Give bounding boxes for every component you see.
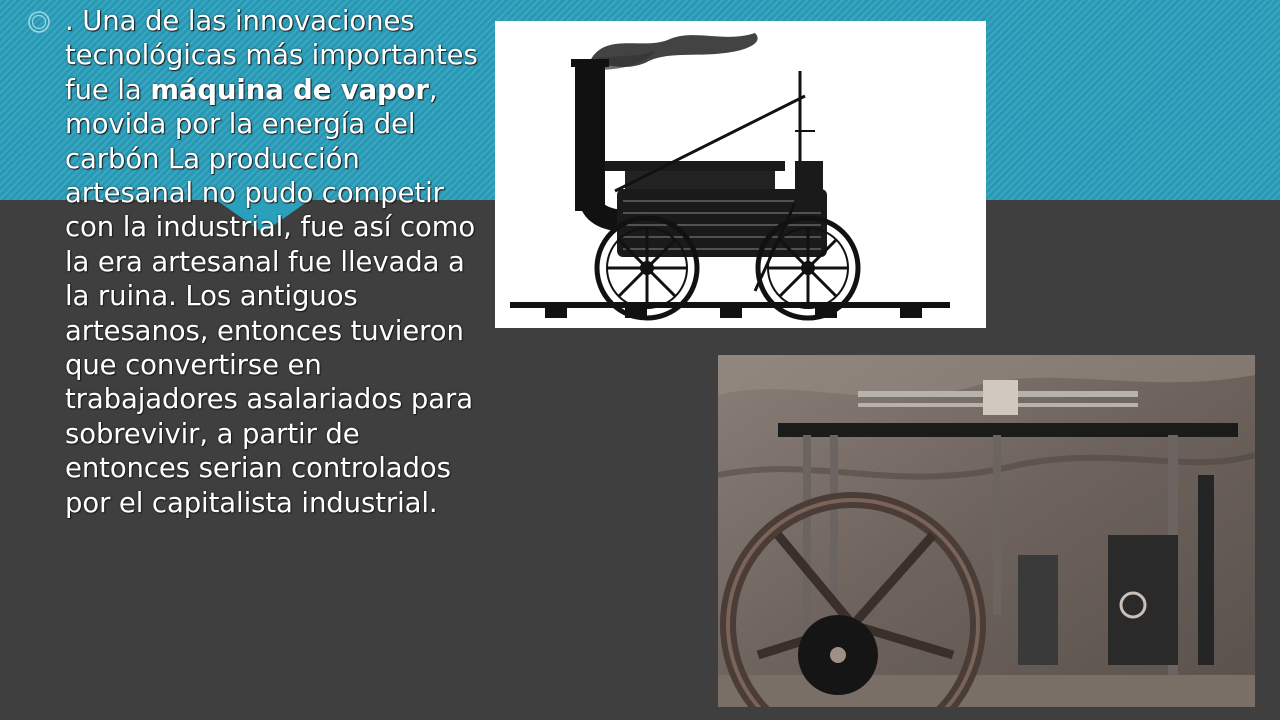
paragraph-intro: . Una de las innovaciones tecnológicas más importantes fue la (65, 5, 478, 106)
steam-locomotive-illustration (495, 21, 986, 328)
paragraph-bold-term: máquina de vapor (150, 73, 429, 106)
paragraph-rest: , movida por la energía del carbón La producción artesanal no pudo competir con la industrial, fue así como la era artesanal fue llevada a la ruina. Los antiguos artesanos, entonces tuvieron que convertirse en trabajadores asalariados para sobrevivir, a partir de entonces serian controlados por el capitalista industrial. (65, 73, 476, 519)
body-paragraph (65, 4, 485, 520)
beam-steam-engine-photo (718, 355, 1255, 707)
circle-bullet-icon (27, 10, 51, 34)
